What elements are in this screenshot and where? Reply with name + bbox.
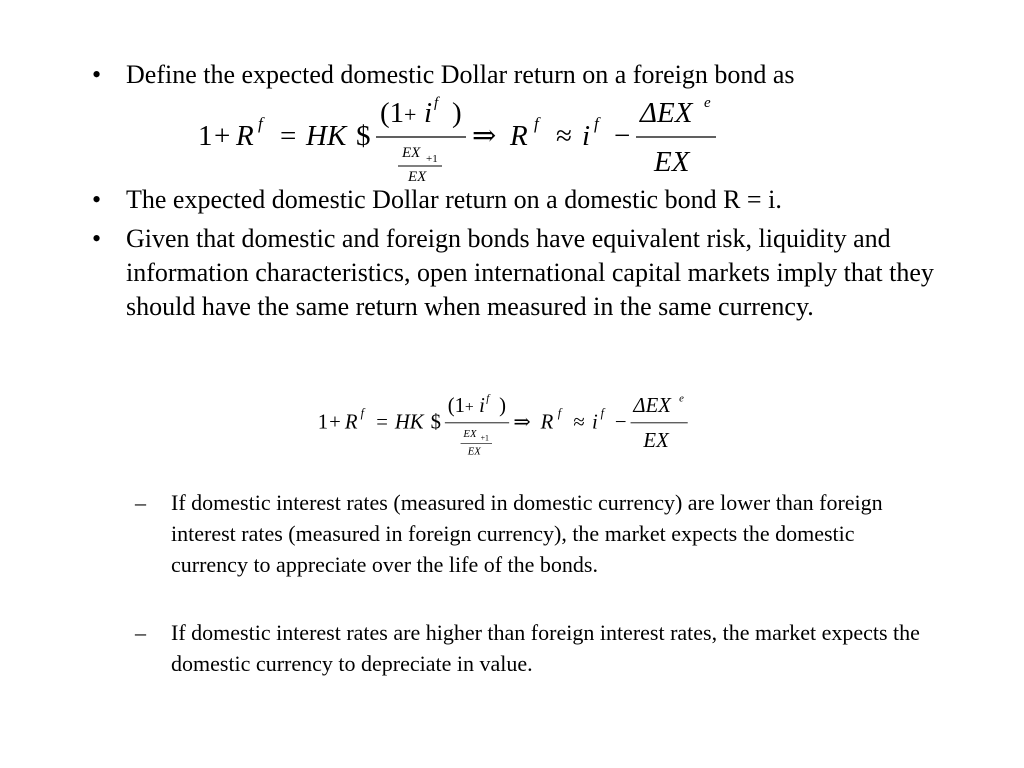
sub-bullet-marker: – (135, 490, 146, 515)
eq-numerator-open: (1 (380, 97, 405, 129)
eq-one: 1 (198, 120, 213, 152)
eq-i-right: i (582, 120, 591, 152)
eq-denominator-EX: EX (463, 428, 477, 441)
sub-bullet-text: If domestic interest rates are higher than foreign interest rates, the market expects the domestic currency to depreciate in value. (171, 620, 920, 676)
bullet-text: Given that domestic and foreign bonds have equivalent risk, liquidity and information characteristics, open international capital markets imply that they should have the same return when measured in the same currency. (126, 224, 934, 321)
eq-numerator-i: i (479, 395, 485, 418)
eq-numerator-plus: + (464, 399, 474, 417)
sub-bullet-2 (135, 617, 935, 681)
eq-approx: ≈ (556, 120, 572, 152)
eq-i-right-superscript-f: f (600, 406, 604, 421)
bullet-marker: • (92, 185, 102, 214)
eq-right-denominator-EX: EX (643, 430, 669, 453)
eq-one: 1 (317, 411, 329, 434)
eq-numerator-i-superscript-f: f (486, 392, 490, 405)
eq-HK: HK (394, 411, 424, 434)
eq-R: R (236, 120, 254, 152)
eq-delta-EX: ΔEX (640, 97, 693, 129)
eq-i-right: i (592, 411, 598, 434)
eq-R-right: R (540, 411, 554, 434)
eq-right-denominator-EX: EX (654, 146, 690, 178)
eq-dollar: $ (430, 411, 441, 434)
eq-delta-EX-superscript-e: e (704, 95, 711, 111)
equation-small (312, 392, 712, 458)
sub-bullet-text: If domestic interest rates (measured in domestic currency) are lower than foreign interest rates (measured in foreign currency), the market expects the domestic currency to appreciate over the life of the bonds. (171, 490, 883, 577)
eq-R: R (344, 411, 358, 434)
eq-numerator-plus: + (404, 102, 417, 127)
eq-numerator-open: (1 (447, 395, 465, 418)
eq-i-right-superscript-f: f (594, 114, 599, 133)
eq-numerator-i: i (424, 97, 433, 129)
eq-HK: HK (306, 120, 347, 152)
eq-minus: − (614, 411, 627, 434)
eq-numerator-close: ) (499, 395, 507, 418)
eq-minus: − (614, 120, 631, 152)
eq-numerator-i-superscript-f: f (434, 95, 439, 111)
bullet-3 (92, 222, 992, 362)
eq-denominator-EX-bottom: EX (408, 169, 427, 185)
eq-denominator-plus-one: +1 (480, 433, 489, 443)
eq-plus: + (329, 411, 341, 434)
eq-denominator-plus-one: +1 (426, 153, 438, 165)
bullet-marker: • (92, 60, 102, 89)
eq-denominator-EX: EX (402, 145, 421, 161)
sub-bullet-1 (135, 487, 935, 613)
eq-R-right-superscript-f: f (557, 406, 562, 421)
eq-plus: + (214, 120, 231, 152)
eq-denominator-EX-bottom: EX (467, 445, 481, 458)
sub-bullet-marker: – (135, 620, 146, 645)
eq-approx: ≈ (573, 411, 585, 434)
equation-large (190, 95, 750, 185)
eq-delta-EX: ΔEX (633, 395, 671, 418)
eq-equals: = (280, 120, 297, 152)
eq-R-superscript-f: f (258, 114, 263, 133)
eq-equals: = (376, 411, 388, 434)
eq-R-superscript-f: f (360, 406, 364, 421)
eq-R-right-superscript-f: f (534, 114, 539, 133)
bullet-marker: • (92, 224, 102, 253)
eq-R-right: R (510, 120, 528, 152)
eq-implies: ⇒ (513, 411, 531, 434)
bullet-2 (92, 183, 992, 219)
eq-implies: ⇒ (472, 120, 497, 152)
bullet-text: The expected domestic Dollar return on a domestic bond R = i. (126, 185, 782, 214)
bullet-text: Define the expected domestic Dollar return on a foreign bond as (126, 60, 795, 89)
eq-numerator-close: ) (452, 97, 462, 129)
eq-dollar: $ (356, 120, 371, 152)
bullet-1 (92, 58, 992, 94)
eq-delta-EX-superscript-e: e (679, 392, 684, 405)
